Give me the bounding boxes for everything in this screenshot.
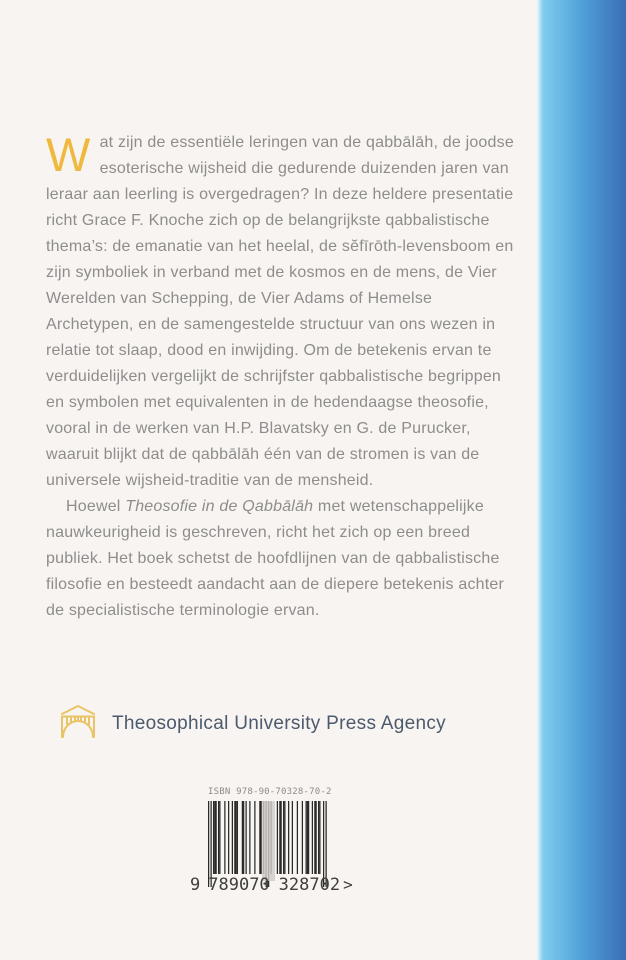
dropcap-initial: W xyxy=(46,128,91,181)
barcode-digits-row xyxy=(190,875,356,895)
publisher-row xyxy=(57,703,446,745)
ean-digit-lead: 9 xyxy=(190,875,201,895)
blurb-paragraph-1-text: at zijn de essentiële leringen van de qabbālāh, de joodse esoterische wijsheid die gedurende duizenden jaren van leraar aan leerling is overgedragen? In deze heldere presentatie richt Grace F. Knoche zich op de belangrijkste qabbalistische thema’s: de emanatie van het heelal, de sĕfīrōth-levensboom en zijn symboliek in verband met de kosmos en de mens, de Vier Werelden van Schepping, de Vier Adams of Hemelse Archetypen, en de samengestelde structuur van ons wezen in relatie tot slaap, dood en inwijding. Om de betekenis ervan te verduidelijken vergelijkt de schrijfster qabbalistische begrippen en symbolen met equivalenten in de hedendaagse theosofie, vooral in de werken van H.P. Blavatsky en G. de Purucker, waaruit blijkt dat de qabbālāh één van de stromen is van de universele wijsheid-traditie van de mensheid. xyxy=(46,134,514,489)
back-cover-blurb xyxy=(46,130,514,624)
blurb-paragraph-1 xyxy=(46,130,514,494)
barcode-block xyxy=(190,787,356,909)
blurb-paragraph-2-lead: Hoewel xyxy=(66,498,126,515)
ean-trailing-chevron: > xyxy=(343,875,353,894)
ean-digit-group-2: 328702 xyxy=(278,875,341,895)
blurb-paragraph-2-text: met wetenschappelijke nauwkeurigheid is geschreven, richt het zich op een breed publiek. Het boek schetst de hoofdlijnen van de qabbalistische filosofie en besteedt aandacht aan de diepere betekenis achter de specialistische terminologie ervan. xyxy=(46,498,505,619)
blurb-paragraph-2 xyxy=(46,494,514,624)
temple-arch-icon xyxy=(57,703,99,745)
book-title-italic: Theosofie in de Qabbālāh xyxy=(125,498,314,515)
publisher-name: Theosophical University Press Agency xyxy=(112,713,446,734)
ean-digit-group-1: 789070 xyxy=(208,875,270,895)
isbn-label: ISBN 978-90-70328-70-2 xyxy=(208,787,332,797)
cover-spine-stripe xyxy=(537,0,626,960)
